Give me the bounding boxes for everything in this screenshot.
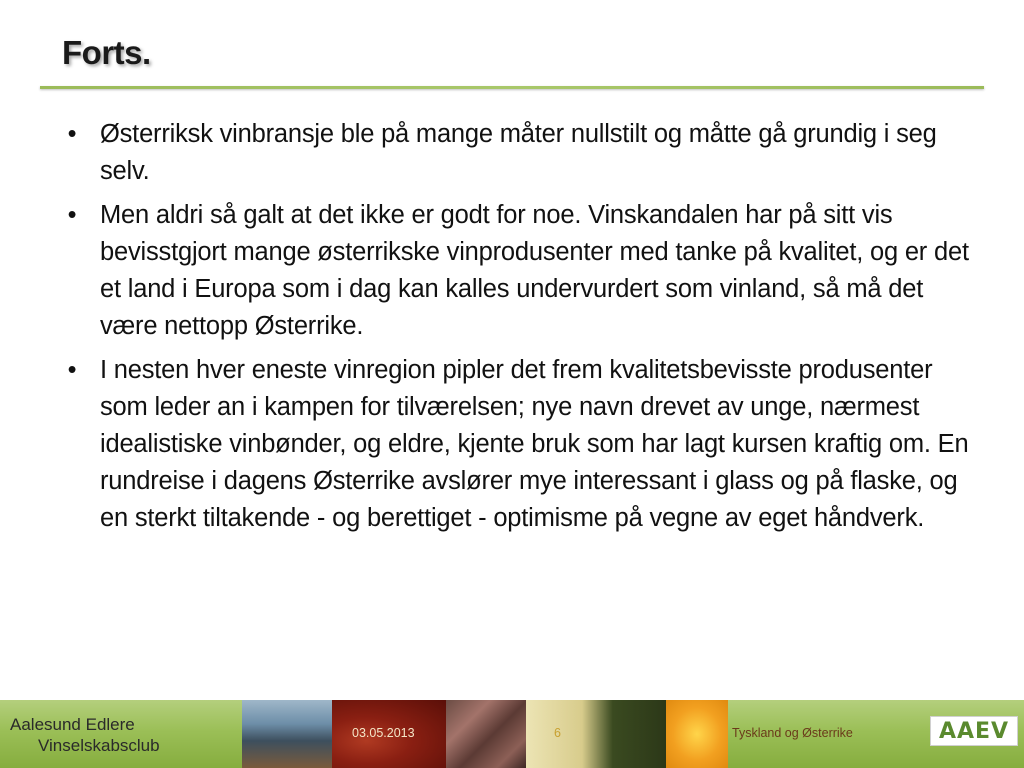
slide-title: Forts. bbox=[62, 34, 151, 71]
bottle-photo bbox=[526, 700, 666, 768]
bullet-marker: • bbox=[67, 356, 77, 384]
wine-glass-photo bbox=[666, 700, 728, 768]
club-logo-text: AAEV bbox=[938, 718, 1010, 744]
club-name-line1: Aalesund Edlere bbox=[10, 715, 135, 734]
bullet-text: I nesten hver eneste vinregion pipler det frem kvalitetsbevisste produsenter som leder an i kampen for tilværelsen; nye navn drevet av unge, nærmest idealistiske vinbønder, og eldre, kjente bruk som har lagt kursen kraftig om. En rundreise i dagens Østerrike avslører mye interessant i glass og på flaske, og en sterkt tiltakende - og berettiget - optimisme på vegne av eget håndverk. bbox=[100, 356, 969, 532]
bullet-text: Østerriksk vinbransje ble på mange måter nullstilt og måtte gå grundig i seg selv. bbox=[100, 120, 937, 185]
title-divider bbox=[40, 86, 984, 89]
harbor-photo bbox=[242, 700, 332, 768]
slide-footer bbox=[0, 700, 1024, 768]
club-logo bbox=[930, 716, 1018, 746]
label-photo bbox=[446, 700, 526, 768]
bullet-item bbox=[60, 116, 970, 190]
footer-page-number: 6 bbox=[554, 726, 561, 740]
bullet-item bbox=[60, 197, 970, 345]
bullet-list bbox=[60, 116, 970, 544]
footer-topic: Tyskland og Østerrike bbox=[732, 726, 853, 740]
bullet-marker: • bbox=[67, 120, 77, 148]
club-name bbox=[10, 714, 160, 756]
bullet-text: Men aldri så galt at det ikke er godt for noe. Vinskandalen har på sitt vis bevisstgjort mange østerrikske vinprodusenter med tanke på kvalitet, og er det et land i Europa som i dag kan kalles undervurdert som vinland, så må det være nettopp Østerrike. bbox=[100, 201, 969, 340]
club-name-line2: Vinselskabsclub bbox=[38, 736, 160, 755]
bullet-item bbox=[60, 352, 970, 537]
footer-date: 03.05.2013 bbox=[352, 726, 415, 740]
bullet-marker: • bbox=[67, 201, 77, 229]
